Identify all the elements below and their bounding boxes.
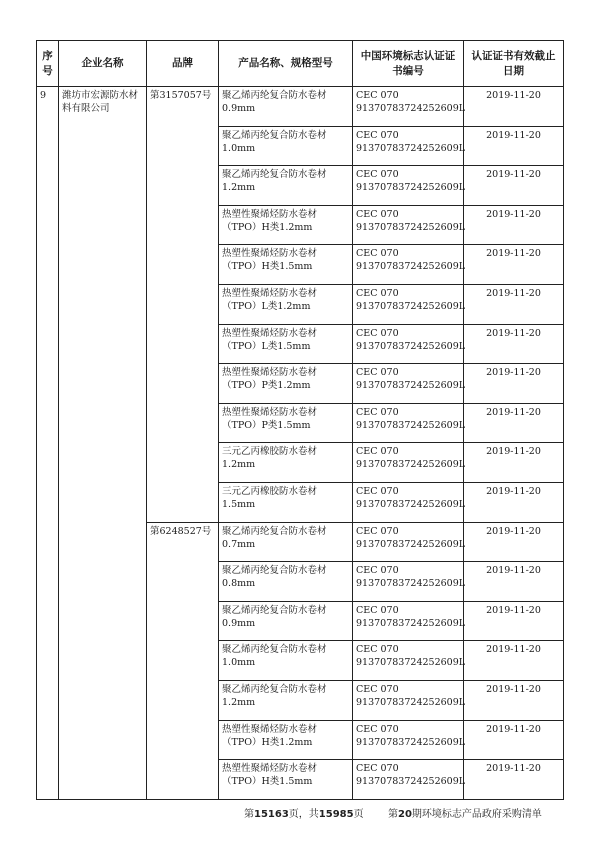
expiry-date-cell: 2019-11-20 [464, 126, 564, 166]
header-seq: 序号 [37, 41, 59, 87]
product-cell: 热塑性聚烯烃防水卷材（TPO）L类1.5mm [219, 324, 353, 364]
expiry-date-cell: 2019-11-20 [464, 284, 564, 324]
brand-cell: 第3157057号 [147, 87, 219, 523]
issue-suffix: 期环境标志产品政府采购清单 [411, 809, 542, 820]
cert-number-cell: CEC 070 91370783724252609L [353, 364, 464, 404]
product-cell: 热塑性聚烯烃防水卷材（TPO）L类1.2mm [219, 284, 353, 324]
issue-prefix: 第 [388, 809, 398, 820]
product-cell: 三元乙丙橡胶防水卷材1.5mm [219, 482, 353, 522]
product-cell: 热塑性聚烯烃防水卷材（TPO）H类1.5mm [219, 760, 353, 800]
cert-number-cell: CEC 070 91370783724252609L [353, 126, 464, 166]
expiry-date-cell: 2019-11-20 [464, 403, 564, 443]
expiry-date-cell: 2019-11-20 [464, 324, 564, 364]
product-cell: 聚乙烯丙纶复合防水卷材1.2mm [219, 680, 353, 720]
page-prefix: 第 [244, 809, 254, 820]
product-cell: 聚乙烯丙纶复合防水卷材1.2mm [219, 166, 353, 206]
page-mid: 页，共 [288, 809, 319, 820]
issue-title [388, 805, 542, 820]
cert-number-cell: CEC 070 91370783724252609L [353, 284, 464, 324]
expiry-date-cell: 2019-11-20 [464, 245, 564, 285]
brand-cell: 第6248527号 [147, 522, 219, 799]
cert-number-cell: CEC 070 91370783724252609L [353, 601, 464, 641]
table-body [37, 87, 564, 800]
issue-number: 20 [398, 809, 412, 820]
expiry-date-cell: 2019-11-20 [464, 720, 564, 760]
cert-number-cell: CEC 070 91370783724252609L [353, 205, 464, 245]
expiry-date-cell: 2019-11-20 [464, 601, 564, 641]
header-cert-number: 中国环境标志认证证书编号 [353, 41, 464, 87]
cert-number-cell: CEC 070 91370783724252609L [353, 403, 464, 443]
expiry-date-cell: 2019-11-20 [464, 205, 564, 245]
expiry-date-cell: 2019-11-20 [464, 680, 564, 720]
cert-number-cell: CEC 070 91370783724252609L [353, 562, 464, 602]
product-cell: 热塑性聚烯烃防水卷材（TPO）P类1.5mm [219, 403, 353, 443]
product-cell: 聚乙烯丙纶复合防水卷材0.9mm [219, 87, 353, 127]
seq-cell: 9 [37, 87, 59, 800]
product-cell: 热塑性聚烯烃防水卷材（TPO）H类1.2mm [219, 720, 353, 760]
product-cell: 热塑性聚烯烃防水卷材（TPO）H类1.5mm [219, 245, 353, 285]
current-page-number: 15163 [254, 809, 289, 820]
procurement-list-table [36, 40, 564, 800]
product-cell: 热塑性聚烯烃防水卷材（TPO）P类1.2mm [219, 364, 353, 404]
cert-number-cell: CEC 070 91370783724252609L [353, 87, 464, 127]
expiry-date-cell: 2019-11-20 [464, 87, 564, 127]
cert-number-cell: CEC 070 91370783724252609L [353, 641, 464, 681]
header-brand: 品牌 [147, 41, 219, 87]
expiry-date-cell: 2019-11-20 [464, 641, 564, 681]
cert-number-cell: CEC 070 91370783724252609L [353, 245, 464, 285]
expiry-date-cell: 2019-11-20 [464, 522, 564, 562]
cert-number-cell: CEC 070 91370783724252609L [353, 522, 464, 562]
product-cell: 热塑性聚烯烃防水卷材（TPO）H类1.2mm [219, 205, 353, 245]
cert-number-cell: CEC 070 91370783724252609L [353, 760, 464, 800]
total-pages-number: 15985 [318, 809, 354, 820]
cert-number-cell: CEC 070 91370783724252609L [353, 166, 464, 206]
expiry-date-cell: 2019-11-20 [464, 760, 564, 800]
cert-number-cell: CEC 070 91370783724252609L [353, 680, 464, 720]
expiry-date-cell: 2019-11-20 [464, 166, 564, 206]
page-footer [0, 805, 600, 821]
expiry-date-cell: 2019-11-20 [464, 364, 564, 404]
cert-number-cell: CEC 070 91370783724252609L [353, 443, 464, 483]
company-cell: 潍坊市宏源防水材料有限公司 [59, 87, 147, 800]
page-suffix: 页 [353, 809, 364, 820]
table-row [37, 87, 564, 127]
expiry-date-cell: 2019-11-20 [464, 482, 564, 522]
product-cell: 聚乙烯丙纶复合防水卷材0.8mm [219, 562, 353, 602]
cert-number-cell: CEC 070 91370783724252609L [353, 720, 464, 760]
cert-number-cell: CEC 070 91370783724252609L [353, 324, 464, 364]
page-counter [244, 805, 364, 820]
table-header-row [37, 41, 564, 87]
header-product: 产品名称、规格型号 [219, 41, 353, 87]
product-cell: 聚乙烯丙纶复合防水卷材0.7mm [219, 522, 353, 562]
product-cell: 聚乙烯丙纶复合防水卷材0.9mm [219, 601, 353, 641]
header-company: 企业名称 [59, 41, 147, 87]
header-expiry-date: 认证证书有效截止日期 [464, 41, 564, 87]
cert-number-cell: CEC 070 91370783724252609L [353, 482, 464, 522]
expiry-date-cell: 2019-11-20 [464, 562, 564, 602]
product-cell: 聚乙烯丙纶复合防水卷材1.0mm [219, 641, 353, 681]
product-cell: 三元乙丙橡胶防水卷材1.2mm [219, 443, 353, 483]
product-cell: 聚乙烯丙纶复合防水卷材1.0mm [219, 126, 353, 166]
expiry-date-cell: 2019-11-20 [464, 443, 564, 483]
